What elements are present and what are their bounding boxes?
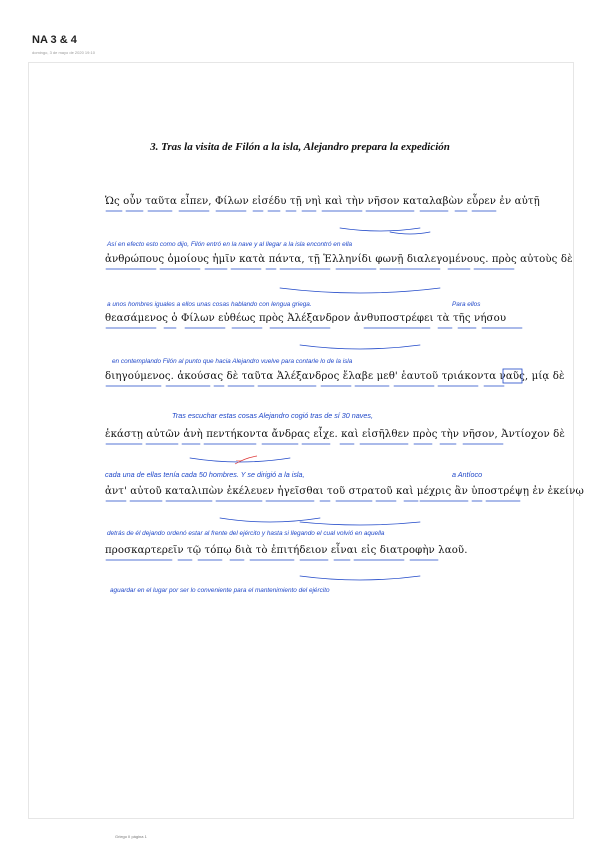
greek-line-2: ἀνθρώπους ὁμοίους ἡμῖν κατὰ πάντα, τῇ Ἑλληνίδι φωνῇ διαλεγομένους. πρὸς αὐτοὺς δὲ	[105, 254, 573, 265]
note-title: NA 3 & 4	[32, 34, 77, 46]
greek-line-5: ἑκάστῃ αὐτῶν ἀνὴ πεντήκοντα ἄνδρας εἶχε. καὶ εἰσῆλθεν πρὸς τὴν νῆσον, Ἀντίοχον δὲ	[105, 429, 565, 440]
translation-line-6: detrás de él dejando ordenó estar al frente del ejército y hasta si llegando el cual volvió en aquella	[107, 530, 385, 537]
greek-line-3: θεασάμενος ὁ Φίλων εὐθέως πρὸς Ἀλέξανδρον ἀνθυποστρέφει τὰ τῆς νήσου	[105, 313, 507, 324]
greek-line-4: διηγούμενος. ἀκούσας δὲ ταῦτα Ἀλέξανδρος ἔλαβε μεθ' ἑαυτοῦ τριάκοντα ναῦς, μίᾳ δὲ	[105, 371, 565, 382]
exercise-title: 3. Tras la visita de Filón a la isla, Alejandro prepara la expedición	[150, 141, 450, 153]
svg-text:—: —	[236, 458, 241, 464]
translation-line-2: a unos hombres iguales a ellos unas cosas hablando con lengua griega.	[107, 301, 312, 308]
translation-line-2b: Para ellos	[452, 301, 481, 308]
translation-line-3: en contemplando Filón al punto que hacia Alejandro vuelve para contarle lo de la isla	[112, 358, 353, 365]
translation-line-4: Tras escuchar estas cosas Alejandro cogió tras de sí 30 naves,	[172, 411, 373, 420]
translation-line-5: cada una de ellas tenía cada 50 hombres. Y se dirigió a la isla,	[105, 470, 305, 479]
greek-line-1: Ὡς οὖν ταῦτα εἶπεν, Φίλων εἰσέδυ τῇ νηὶ καὶ τὴν νῆσον καταλαβὼν εὗρεν ἐν αὐτῇ	[105, 196, 540, 207]
note-timestamp: domingo, 3 de mayo de 2020 19:10	[32, 50, 95, 55]
page-footer: Griego II página 1	[115, 834, 147, 839]
note-header	[32, 34, 95, 55]
greek-line-7: προσκαρτερεῖν τῷ τόπῳ διὰ τὸ ἐπιτήδειον εἶναι εἰς διατροφὴν λαοῦ.	[105, 545, 468, 556]
greek-line-6: ἀντ' αὐτοῦ καταλιπὼν ἐκέλευεν ἡγεῖσθαι τοῦ στρατοῦ καὶ μέχρις ἂν ὑποστρέψῃ ἐν ἐκείνῳ	[105, 486, 584, 497]
translation-line-5b: a Antíoco	[452, 470, 483, 479]
translation-line-7: aguardar en el lugar por ser lo conveniente para el mantenimiento del ejército	[110, 587, 330, 594]
document-page	[28, 62, 584, 819]
translation-line-1: Así en efecto esto como dijo, Filón entró en la nave y al llegar a la isla encontró en ella	[107, 241, 353, 248]
